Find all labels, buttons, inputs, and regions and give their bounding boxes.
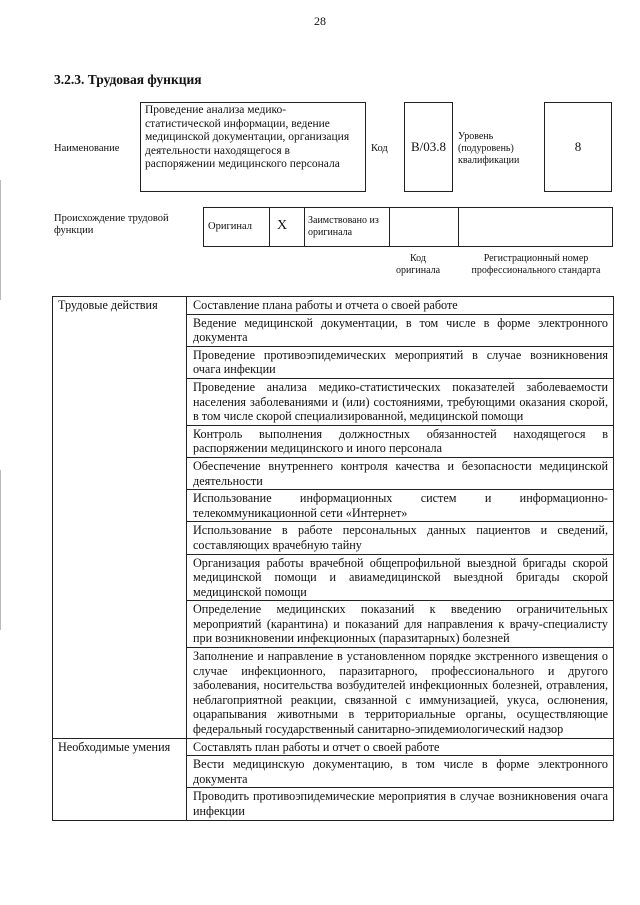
- table-cell: Заполнение и направление в установленном порядке экстренного извещения о случае инфекционного, паразитарного, профессионального и другого заболевания, носительства возбудителей инфекционных болезней, отравления, неблагоприятной реакции, связанной с иммунизацией, укуса, ослюнения, оцарапывания животными в территориальные органы, осуществляющие федеральный государственный санитарно-эпидемиологический надзор: [187, 648, 614, 739]
- original-label: Оригинал: [208, 221, 252, 232]
- table-cell: Ведение медицинской документации, в том числе в форме электронного документа: [187, 314, 614, 346]
- function-name-box: [140, 102, 366, 192]
- section-label: Необходимые умения: [53, 738, 187, 820]
- code-label: Код: [371, 143, 388, 154]
- table-cell: Составлять план работы и отчет о своей работе: [187, 738, 614, 756]
- table-cell: Составление плана работы и отчета о своей работе: [187, 297, 614, 315]
- table-cell: Проводить противоэпидемические мероприятия в случае возникновения очага инфекции: [187, 788, 614, 820]
- divider: [304, 207, 305, 247]
- code-value: B/03.8: [410, 139, 447, 154]
- code-box: [404, 102, 453, 192]
- table-row: [53, 297, 614, 315]
- divider: [269, 207, 270, 247]
- scan-edge: [0, 180, 1, 300]
- table-cell: Обеспечение внутреннего контроля качества и безопасности медицинской деятельности: [187, 457, 614, 489]
- original-mark: X: [277, 218, 288, 233]
- section-title: 3.2.3. Трудовая функция: [54, 72, 202, 87]
- scan-edge: [0, 470, 1, 630]
- table-cell: Использование в работе персональных данных пациентов и сведений, составляющих врачебную тайну: [187, 522, 614, 554]
- table-row: [53, 738, 614, 756]
- table-cell: Проведение противоэпидемических мероприятий в случае возникновения очага инфекции: [187, 346, 614, 378]
- section-label: Трудовые действия: [53, 297, 187, 739]
- level-value: 8: [574, 139, 582, 154]
- borrowed-label: Заимствовано из оригинала: [308, 215, 379, 238]
- level-label: Уровень (подуровень) квалификации: [458, 131, 520, 166]
- functions-table: [52, 296, 614, 821]
- name-label: Наименование: [54, 143, 120, 154]
- table-cell: Контроль выполнения должностных обязанностей находящегося в распоряжении медицинского и иного персонала: [187, 425, 614, 457]
- table-cell: Проведение анализа медико-статистических показателей заболеваемости населения заболеваниями и (или) состояниями, требующими оказания скорой, в том числе скорой специализированной, медицинской помощи: [187, 378, 614, 425]
- table-cell: Вести медицинскую документацию, в том числе в форме электронного документа: [187, 756, 614, 788]
- table-cell: Организация работы врачебной общепрофильной выездной бригады скорой медицинской помощи и авиамедицинской выездной бригады скорой медицинской помощи: [187, 554, 614, 601]
- level-box: [544, 102, 612, 192]
- origin-label: Происхождение трудовой функции: [54, 213, 169, 236]
- origin-row: [203, 207, 613, 247]
- page-number: 28: [314, 14, 326, 28]
- table-cell: Использование информационных систем и информационно-телекоммуникационной сети «Интернет»: [187, 490, 614, 522]
- code-original-caption: Код оригинала: [395, 253, 441, 276]
- reg-number-caption: Регистрационный номер профессионального стандарта: [471, 253, 601, 276]
- table-cell: Определение медицинских показаний к введению ограничительных мероприятий (карантина) и показаний для направления к врачу-специалисту при возникновении инфекционных (паразитарных) болезней: [187, 601, 614, 648]
- divider: [458, 207, 459, 247]
- function-name: Проведение анализа медико-статистической информации, ведение медицинской документации, организация деятельности находящегося в распоряжении медицинского персонала: [145, 104, 350, 171]
